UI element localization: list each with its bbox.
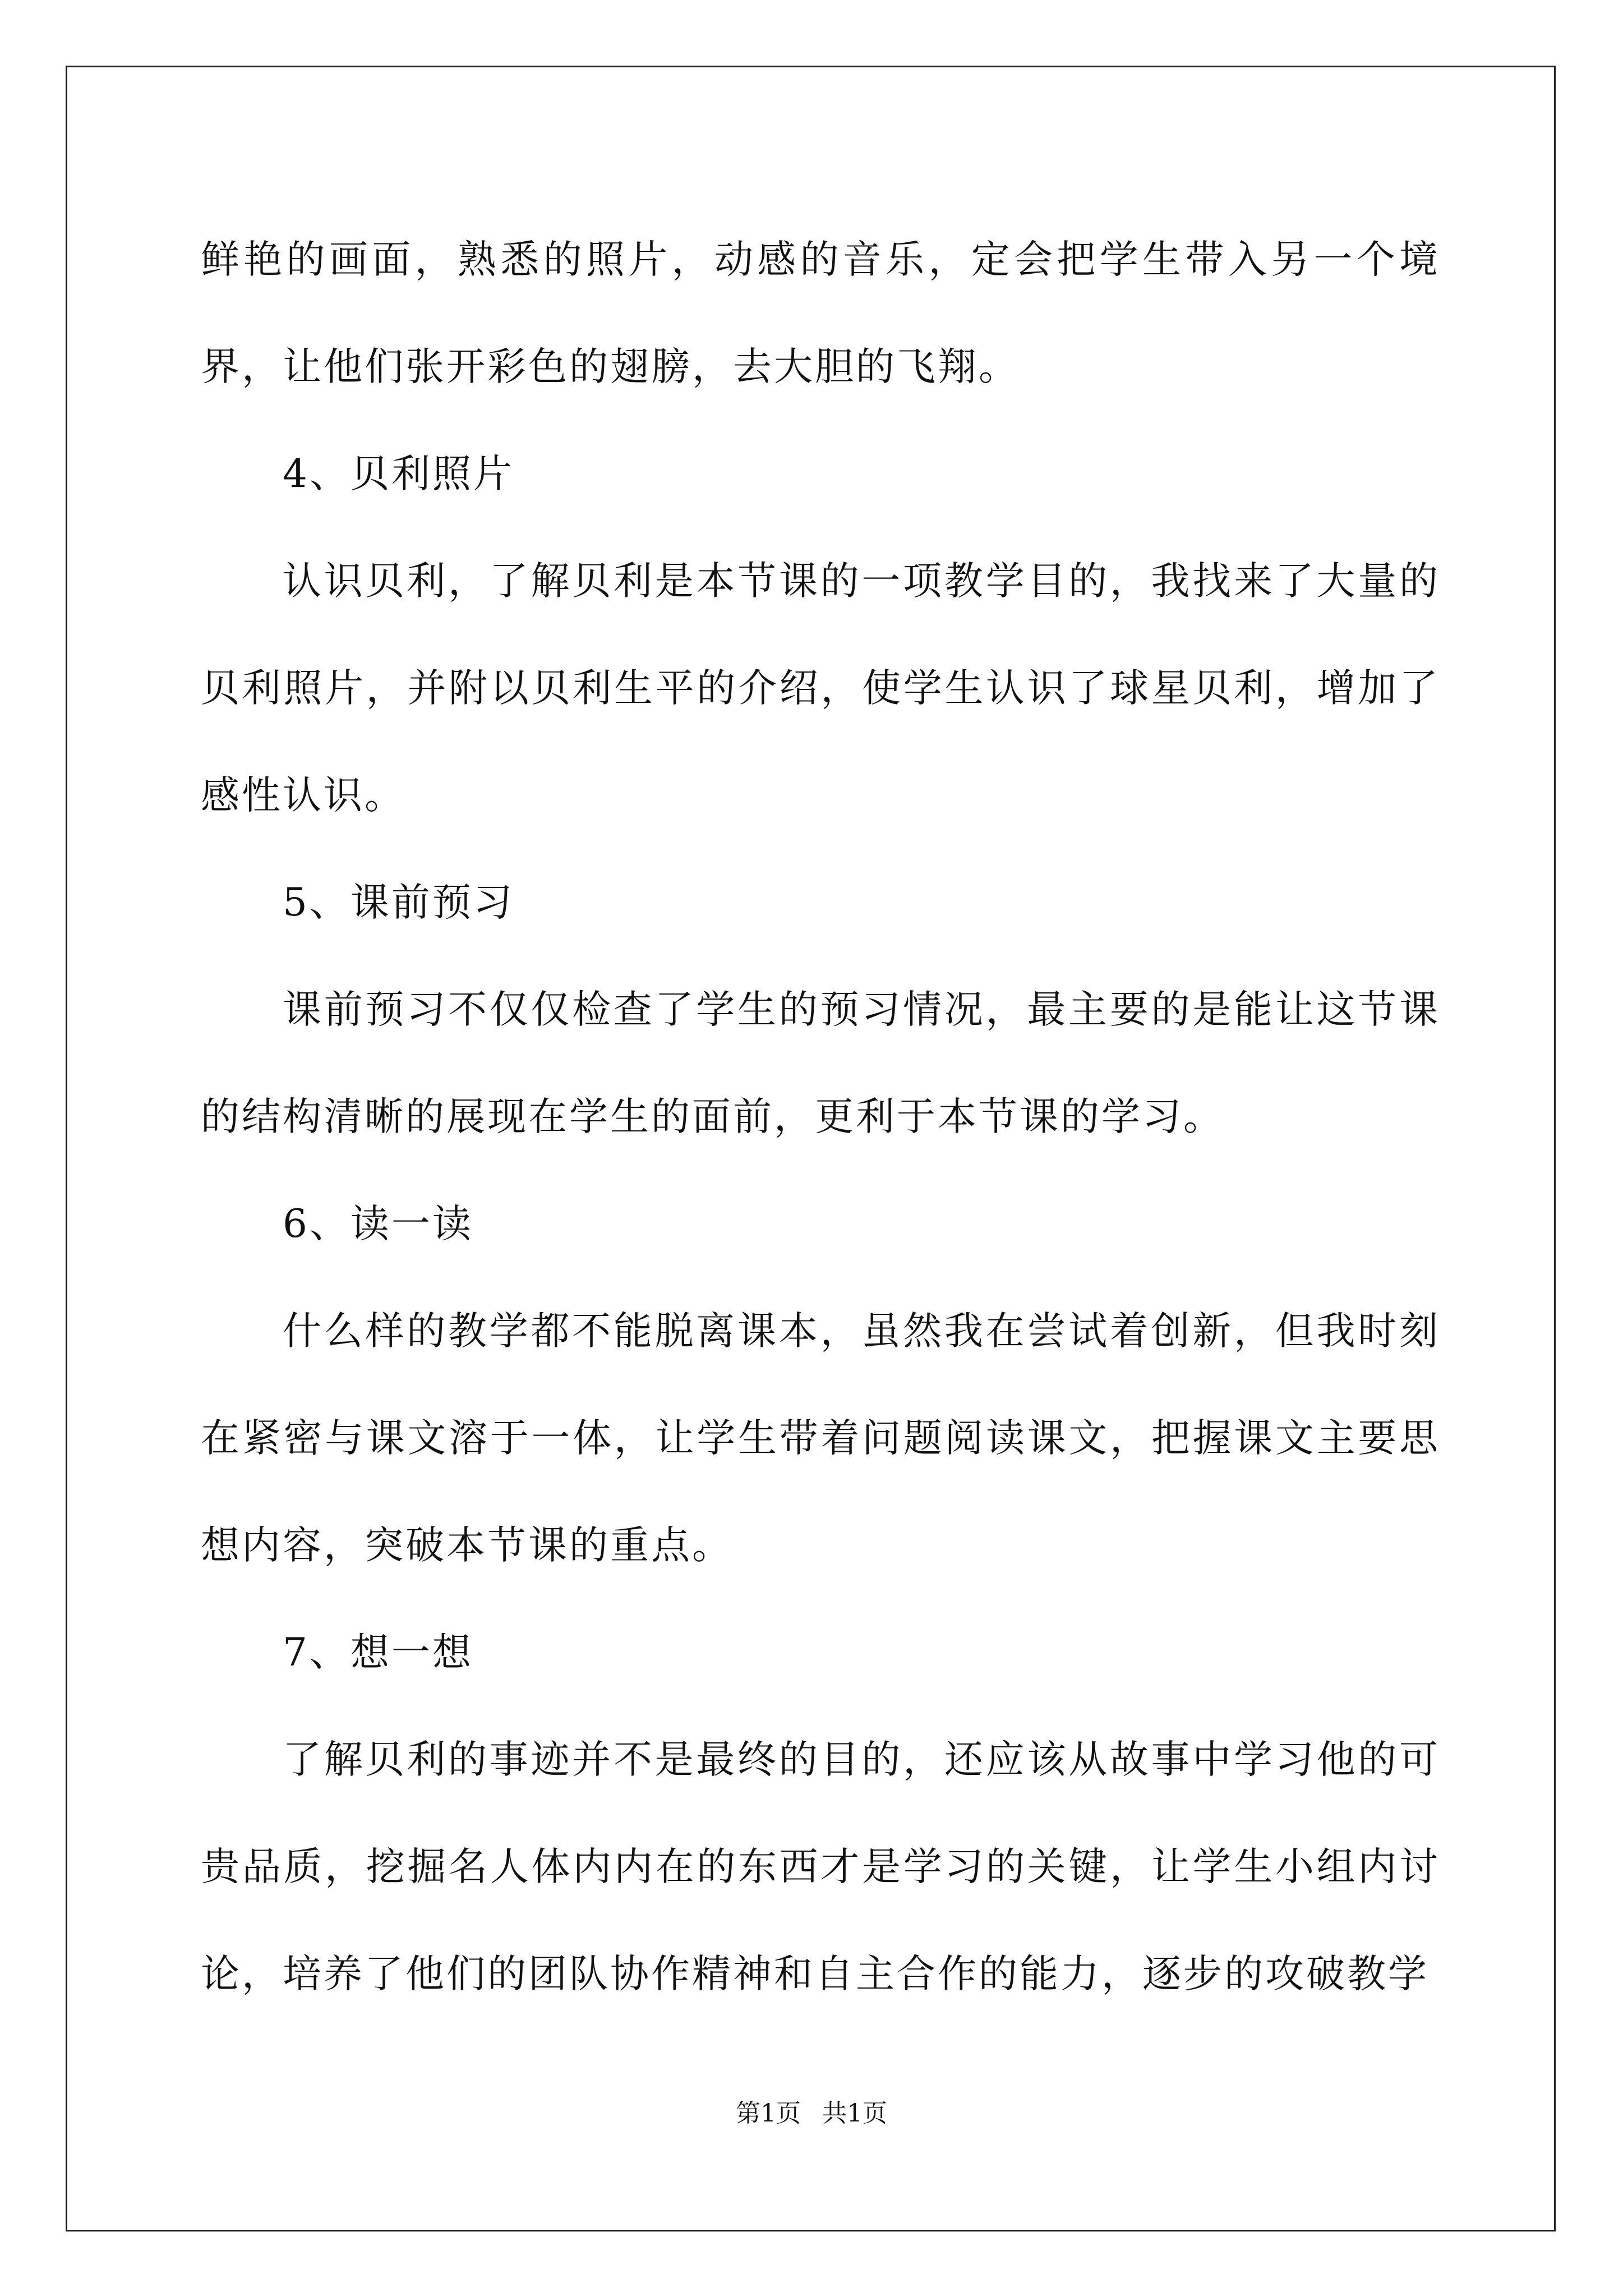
page-number-total: 共1页 [822,2099,887,2128]
page-footer [0,2097,1623,2131]
document-body [201,206,1440,2028]
paragraph-read: 什么样的教学都不能脱离课本，虽然我在尝试着创新，但我时刻在紧密与课文溶于一体，让学生带着问题阅读课文，把握课文主要思想内容，突破本节课的重点。 [201,1309,1440,1568]
section-heading-read: 6、读一读 [283,1202,473,1246]
section-heading-preview: 5、课前预习 [283,880,514,925]
section-heading-think: 7、想一想 [283,1630,473,1675]
paragraph-think: 了解贝利的事迹并不是最终的目的，还应该从故事中学习他的可贵品质，挖掘名人体内内在的东西才是学习的关键，让学生小组内讨论，培养了他们的团队协作精神和自主合作的能力，逐步的攻破教学 [201,1737,1440,1996]
section-heading-bei-li-photos: 4、贝利照片 [283,452,514,496]
paragraph-bei-li-photos: 认识贝利，了解贝利是本节课的一项教学目的，我找来了大量的贝利照片，并附以贝利生平的介绍，使学生认识了球星贝利，增加了感性认识。 [201,559,1440,818]
paragraph-continued-text: 鲜艳的画面，熟悉的照片，动感的音乐，定会把学生带入另一个境界，让他们张开彩色的翅膀，去大胆的飞翔。 [201,237,1440,389]
page-number-current: 第1页 [736,2099,801,2128]
paragraph-preview: 课前预习不仅仅检查了学生的预习情况，最主要的是能让这节课的结构清晰的展现在学生的面前，更利于本节课的学习。 [201,987,1440,1139]
